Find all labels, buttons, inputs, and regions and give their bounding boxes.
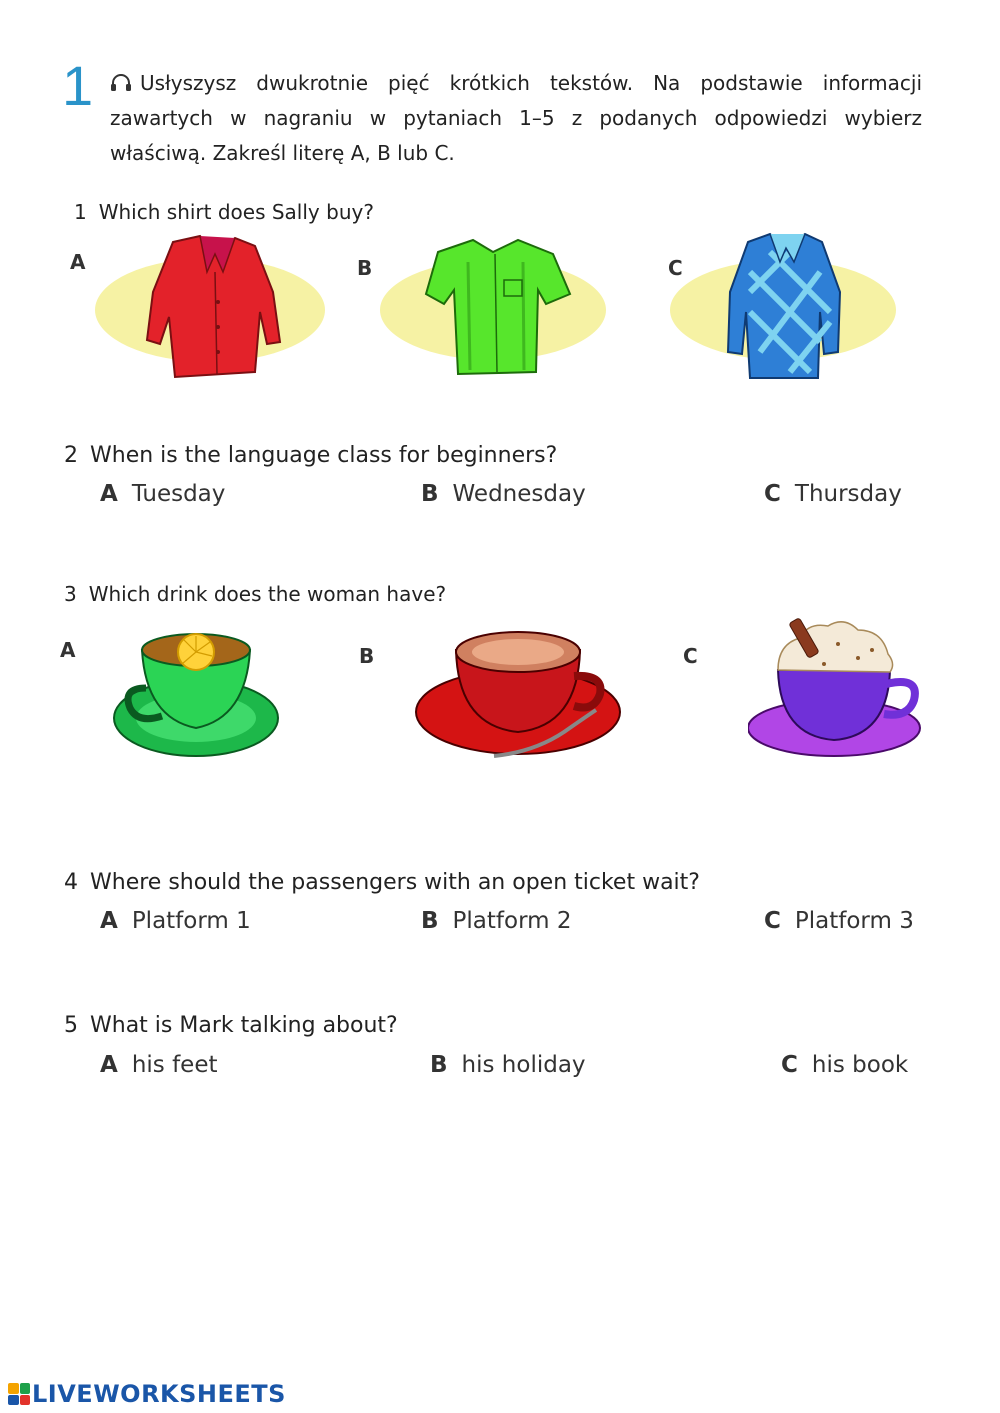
option-letter: B: [430, 1052, 448, 1078]
option-letter: A: [100, 481, 118, 507]
option-letter-b[interactable]: B: [357, 256, 373, 280]
question-2: [64, 443, 557, 468]
option-text: Platform 2: [452, 908, 572, 934]
option-c[interactable]: [764, 908, 914, 934]
option-a[interactable]: [100, 1052, 218, 1078]
exercise-instruction: [110, 66, 922, 171]
exercise-number: 1: [62, 54, 94, 117]
headphones-icon: [110, 73, 132, 93]
question-5: [64, 1013, 398, 1038]
green-shirt-image[interactable]: [378, 232, 608, 382]
question-number: 5: [64, 1013, 78, 1038]
option-c[interactable]: [781, 1052, 908, 1078]
question-number: 4: [64, 870, 78, 895]
purple-chocolate-cup-image[interactable]: [748, 614, 923, 760]
option-letter: B: [421, 481, 439, 507]
option-text: Tuesday: [131, 481, 226, 507]
option-b[interactable]: [430, 1052, 586, 1078]
option-letter: B: [421, 908, 439, 934]
option-letter-c[interactable]: C: [668, 256, 683, 280]
red-coffee-cup-image[interactable]: [414, 628, 624, 764]
green-tea-cup-image[interactable]: [112, 628, 284, 760]
option-text: his book: [811, 1052, 909, 1078]
option-text: Platform 1: [131, 908, 251, 934]
option-a[interactable]: [100, 908, 251, 934]
question-number: 1: [74, 200, 87, 224]
question-number: 3: [64, 582, 77, 606]
option-letter: C: [764, 481, 781, 507]
red-shirt-image[interactable]: [95, 232, 330, 382]
option-letter-b[interactable]: B: [359, 644, 375, 668]
option-b[interactable]: [421, 481, 586, 507]
brand-name: LIVEWORKSHEETS: [32, 1380, 286, 1408]
option-letter-a[interactable]: A: [60, 638, 76, 662]
option-b[interactable]: [421, 908, 571, 934]
instruction-text: Usłyszysz dwukrotnie pięć krótkich tekstów. Na podstawie informacji zawartych w nagraniu w pytaniach 1–5 z podanych odpowiedzi wybierz właściwą. Zakreśl literę A, B lub C.: [110, 71, 922, 165]
liveworksheets-logo[interactable]: [8, 1380, 286, 1408]
option-letter: A: [100, 908, 118, 934]
option-text: his holiday: [461, 1052, 586, 1078]
option-text: Platform 3: [794, 908, 914, 934]
option-letter: C: [781, 1052, 798, 1078]
option-letter-a[interactable]: A: [70, 250, 86, 274]
blue-shirt-image[interactable]: [670, 232, 900, 382]
option-text: Wednesday: [452, 481, 586, 507]
question-1: [74, 200, 374, 224]
option-letter: A: [100, 1052, 118, 1078]
question-text: Where should the passengers with an open ticket wait?: [90, 870, 700, 895]
option-a[interactable]: [100, 481, 225, 507]
question-4: [64, 870, 700, 895]
question-text: What is Mark talking about?: [90, 1013, 398, 1038]
question-text: When is the language class for beginners?: [90, 443, 558, 468]
question-3: [64, 582, 446, 606]
option-text: his feet: [131, 1052, 218, 1078]
liveworksheets-icon: [8, 1383, 30, 1405]
option-letter: C: [764, 908, 781, 934]
option-c[interactable]: [764, 481, 902, 507]
option-letter-c[interactable]: C: [683, 644, 698, 668]
question-text: Which shirt does Sally buy?: [98, 200, 374, 224]
question-text: Which drink does the woman have?: [88, 582, 447, 606]
question-number: 2: [64, 443, 78, 468]
option-text: Thursday: [794, 481, 902, 507]
